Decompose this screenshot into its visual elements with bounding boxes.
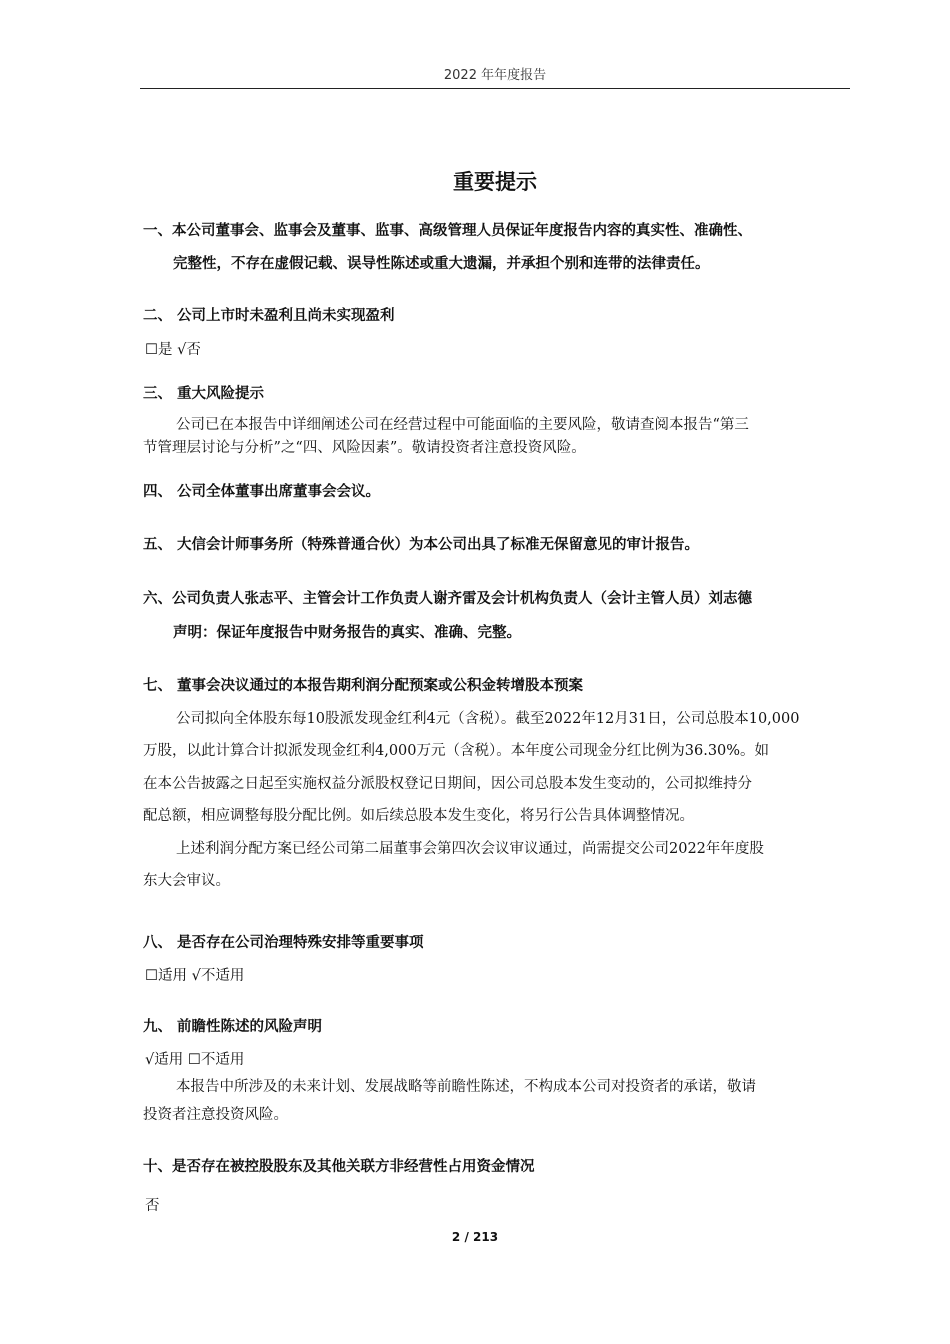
section-7-para-1-line-3: 在本公告披露之日起至实施权益分派股权登记日期间，因公司总股本发生变动的，公司拟维持分: [143, 776, 752, 792]
section-3-line-2: 节管理层讨论与分析”之“四、风险因素”。敬请投资者注意投资风险。: [143, 440, 586, 456]
section-5-heading: 五、 大信会计师事务所（特殊普通合伙）为本公司出具了标准无保留意见的审计报告。: [143, 537, 700, 553]
section-3-line-1: 公司已在本报告中详细阐述公司在经营过程中可能面临的主要风险，敬请查阅本报告“第三: [176, 417, 749, 433]
section-7-para-1-line-1: 公司拟向全体股东每10股派发现金红利4元（含税）。截至2022年12月31日，公司总股本10,000: [176, 711, 800, 727]
section-7-para-2-line-1: 上述利润分配方案已经公司第二届董事会第四次会议审议通过，尚需提交公司2022年年度股: [176, 841, 764, 857]
page-number: 2 / 213: [451, 1230, 499, 1244]
page-title: 重要提示: [453, 170, 537, 194]
section-9-heading: 九、 前瞻性陈述的风险声明: [143, 1019, 323, 1035]
section-1-line-1: 一、本公司董事会、监事会及董事、监事、高级管理人员保证年度报告内容的真实性、准确性、: [143, 223, 752, 239]
section-4-heading: 四、 公司全体董事出席董事会会议。: [143, 484, 381, 500]
section-6-line-2: 声明：保证年度报告中财务报告的真实、准确、完整。: [173, 625, 521, 641]
section-6-line-1: 六、公司负责人张志平、主管会计工作负责人谢齐雷及会计机构负责人（会计主管人员）刘志德: [143, 591, 752, 607]
section-8-heading: 八、 是否存在公司治理特殊安排等重要事项: [143, 935, 424, 951]
section-2-heading: 二、 公司上市时未盈利且尚未实现盈利: [143, 308, 395, 324]
section-9-line-1: 本报告中所涉及的未来计划、发展战略等前瞻性陈述，不构成本公司对投资者的承诺，敬请: [176, 1079, 756, 1095]
section-9-options: √适用 ☐不适用: [145, 1052, 245, 1068]
section-7-heading: 七、 董事会决议通过的本报告期利润分配预案或公积金转增股本预案: [143, 678, 584, 694]
section-10-answer: 否: [145, 1198, 160, 1214]
section-1-line-2: 完整性，不存在虚假记载、误导性陈述或重大遗漏，并承担个别和连带的法律责任。: [173, 256, 710, 272]
section-9-line-2: 投资者注意投资风险。: [143, 1107, 288, 1123]
section-7-para-2-line-2: 东大会审议。: [143, 873, 230, 889]
section-2-options: ☐是 √否: [145, 342, 201, 358]
header-divider: [140, 88, 850, 89]
report-header: 2022 年年度报告: [443, 68, 547, 83]
section-7-para-1-line-2: 万股，以此计算合计拟派发现金红利4,000万元（含税）。本年度公司现金分红比例为36.30%。如: [143, 743, 770, 759]
section-8-options: ☐适用 √不适用: [145, 968, 245, 984]
section-10-heading: 十、是否存在被控股股东及其他关联方非经营性占用资金情况: [143, 1159, 535, 1175]
section-7-para-1-line-4: 配总额，相应调整每股分配比例。如后续总股本发生变化，将另行公告具体调整情况。: [143, 808, 694, 824]
section-3-heading: 三、 重大风险提示: [143, 386, 265, 402]
